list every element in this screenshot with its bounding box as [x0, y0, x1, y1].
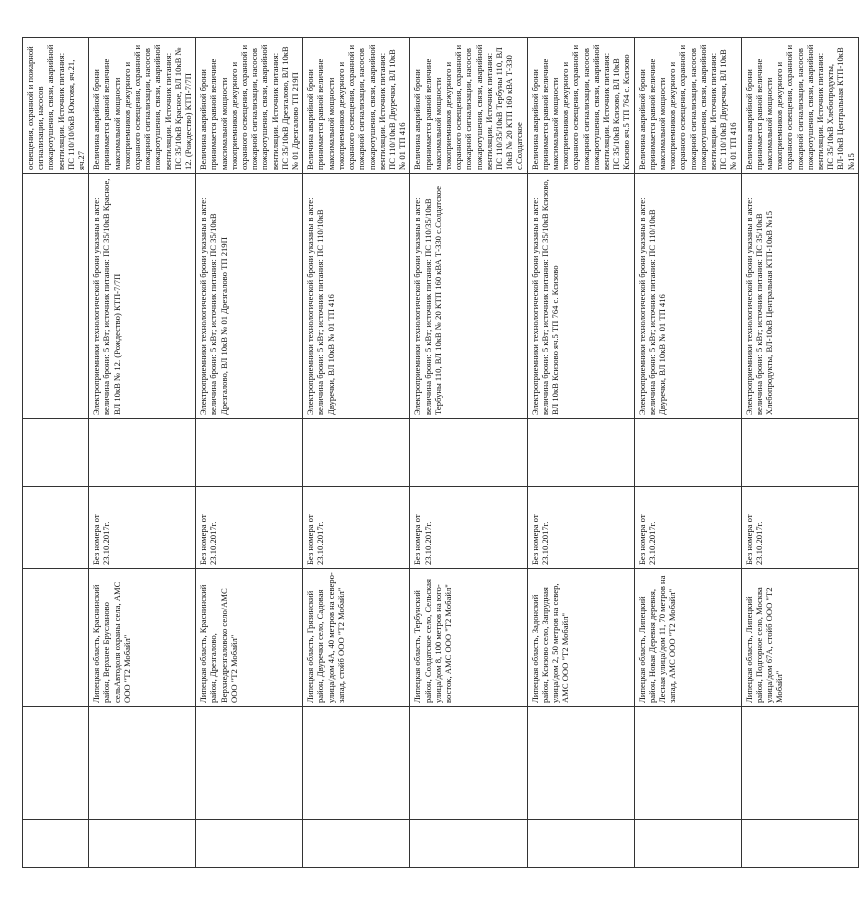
cell-address: Липецкая область, Липецкий район, Новая Деревня деревня, Лесная улица/дом 11, 70 метров на запад, АМС ООО "Т2 Мобайл" [634, 569, 741, 707]
cell-blank [23, 820, 89, 868]
cell-address: Липецкая область, Грязинский район, Двуречки село, Садовая улица/дом 4А, 40 метров на северо-запад, стойб ООО "Т2 Мобайл" [303, 569, 410, 707]
cell-tech-reserve: Электроприемники технологической брони указаны в акте: величина брони: 5 кВт; источник питания: ПС 35/10кВ Красное, ВЛ 10кВ № 12. (Рождество) КТП-7/7П [89, 174, 196, 419]
cell-blank [634, 419, 741, 487]
table-row [410, 38, 527, 868]
cell-act-number: Без номера от 23.10.2017г. [303, 487, 410, 569]
cell-blank [196, 820, 303, 868]
cell-address: Липецкая область, Краснинский район, Дрезгалово, Верхнедрезгаловско село/АМС ООО "Т2 Мобайл" [196, 569, 303, 707]
cell-blank [741, 707, 858, 820]
cell-act-number: Без номера от 23.10.2017г. [741, 487, 858, 569]
cell-blank [23, 569, 89, 707]
cell-blank [303, 419, 410, 487]
cell-blank [634, 707, 741, 820]
table-row [527, 38, 634, 868]
table-row [741, 38, 858, 868]
cell-address: Липецкая область, Краснинский район, Верхнее Брусланово сельАвтодоля охраны села, АМС ООО "Т2 Мобайл" [89, 569, 196, 707]
cell-blank [741, 820, 858, 868]
cell-act-number: Без номера от 23.10.2017г. [89, 487, 196, 569]
table-row [303, 38, 410, 868]
cell-act-number: Без номера от 23.10.2017г. [527, 487, 634, 569]
cell-emergency-reserve: Величина аварийной брони принимается равной величине максимальной мощности токоприемников дежурного и охранного освещения, охранной и пожарной сигнализации, насосов пожаротушения, связи, аварийной вентиляции. Источник питания: ПС 110/35/10кВ Тербуны 110, ВЛ 10кВ № 20 КТП 160 кВА Т-330 с.Солдатское [410, 38, 527, 174]
cell-blank [89, 820, 196, 868]
cell-blank [23, 174, 89, 419]
cell-blank [23, 707, 89, 820]
rotated-table-container [22, 38, 856, 868]
cell-tech-reserve: Электроприемники технологической брони указаны в акте: величина брони: 5 кВт; источник питания: ПС 110/10кВ Двуречки, ВЛ 10кВ № 01 ТП 416 [303, 174, 410, 419]
cell-address: Липецкая область, Задонский район, Ксизово село, Запрудная улица/дом 2, 50 метров на север, АМС ООО "Т2 Мобайл" [527, 569, 634, 707]
power-reserve-table [22, 37, 859, 868]
table-row [23, 38, 89, 868]
cell-tech-reserve: Электроприемники технологической брони указаны в акте: величина брони: 5 кВт; источник питания: ПС 110/35/10кВ Тербуны 110, ВЛ 10кВ № 20 КТП 160 кВА Т-330 с.Солдатское [410, 174, 527, 419]
cell-blank [741, 419, 858, 487]
cell-tech-reserve: Электроприемники технологической брони указаны в акте: величина брони: 5 кВт; источник питания: ПС 35/10кВ Ксизово, ВЛ 10кВ Ксизово яч.5 ТП 764 с. Ксизово [527, 174, 634, 419]
cell-act-number: Без номера от 23.10.2017г. [410, 487, 527, 569]
cell-blank [410, 820, 527, 868]
cell-tech-reserve: Электроприемники технологической брони указаны в акте: величина брони: 5 кВт; источник питания: ПС 110/10кВ Двуречки, ВЛ 10кВ № 01 ТП 416 [634, 174, 741, 419]
cell-blank [303, 820, 410, 868]
cell-blank [196, 419, 303, 487]
cell-address: Липецкая область, Тербунский район, Солдатское село, Сельская улица/дом 8, 100 метров на юго-восток, АМС ООО "Т2 Мобайл" [410, 569, 527, 707]
cell-address: Липецкая область, Липецкий район, Подгорное село, Москва улица/дом 67А, стойб ООО "Т2 Мобайл" [741, 569, 858, 707]
cell-tech-reserve: Электроприемники технологической брони указаны в акте: величина брони: 5 кВт; источник питания: ПС 35/10кВ Дрезгалово, ВЛ 10кВ № 01 Дрезгалово ТП 219П [196, 174, 303, 419]
cell-emergency-fragment: освещения, охранной и пожарной сигнализации, насосов пожаротушения, связи, аварийной вентиляции. Источник питания: ПС 110/10/6кВ Юкговя, яч.21, яч.27 [23, 38, 89, 174]
cell-blank [303, 707, 410, 820]
cell-blank [410, 419, 527, 487]
table-row [89, 38, 196, 868]
cell-tech-reserve: Электроприемники технологической брони указаны в акте: величина брони: 5 кВт; источник питания: ПС 35/10кВ Хлебопродукты, ВЛ-10кВ Центральная КТП-10кВ №15 [741, 174, 858, 419]
cell-blank [634, 820, 741, 868]
cell-blank [527, 820, 634, 868]
cell-act-number: Без номера от 23.10.2017г. [634, 487, 741, 569]
cell-blank [23, 419, 89, 487]
cell-blank [527, 419, 634, 487]
cell-act-number: Без номера от 23.10.2017г. [196, 487, 303, 569]
table-row [634, 38, 741, 868]
cell-blank [527, 707, 634, 820]
cell-emergency-reserve: Величина аварийной брони принимается равной величине максимальной мощности токоприемников дежурного и охранного освещения, охранной и пожарной сигнализации, насосов пожаротушения, связи, аварийной вентиляции. Источник питания: ПС 110/10кВ Двуречки, ВЛ 10кВ № 01 ТП 416 [634, 38, 741, 174]
cell-blank [196, 707, 303, 820]
cell-emergency-reserve: Величина аварийной брони принимается равной величине максимальной мощности токоприемников дежурного и охранного освещения, охранной и пожарной сигнализации, насосов пожаротушения, связи, аварийной вентиляции. Источник питания: ПС 35/10кВ Хлебопродукты, ВЛ-10кВ Центральная КТП-10кВ №15 [741, 38, 858, 174]
cell-emergency-reserve: Величина аварийной брони принимается равной величине максимальной мощности токоприемников дежурного и охранного освещения, охранной и пожарной сигнализации, насосов пожаротушения, связи, аварийной вентиляции. Источник питания: ПС 110/10кВ Двуречки, ВЛ 10кВ № 01 ТП 416 [303, 38, 410, 174]
cell-emergency-reserve: Величина аварийной брони принимается равной величине максимальной мощности токоприемников дежурного и охранного освещения, охранной и пожарной сигнализации, насосов пожаротушения, связи, аварийной вентиляции. Источник питания: ПС 35/10кВ Красное, ВЛ 10кВ № 12. (Рождество) КТП-7/7П [89, 38, 196, 174]
cell-emergency-reserve: Величина аварийной брони принимается равной величине максимальной мощности токоприемников дежурного и охранного освещения, охранной и пожарной сигнализации, насосов пожаротушения, связи, аварийной вентиляции. Источник питания: ПС 35/10кВ Ксизово, ВЛ 10кВ Ксизово яч.5 ТП 764 с. Ксизово [527, 38, 634, 174]
cell-blank [89, 707, 196, 820]
cell-emergency-reserve: Величина аварийной брони принимается равной величине максимальной мощности токоприемников дежурного и охранного освещения, охранной и пожарной сигнализации, насосов пожаротушения, связи, аварийной вентиляции. Источник питания: ПС 35/10кВ Дрезгалово, ВЛ 10кВ № 01 Дрезгалово ТП 219П [196, 38, 303, 174]
cell-blank [410, 707, 527, 820]
cell-blank [89, 419, 196, 487]
table-row [196, 38, 303, 868]
cell-blank [23, 487, 89, 569]
